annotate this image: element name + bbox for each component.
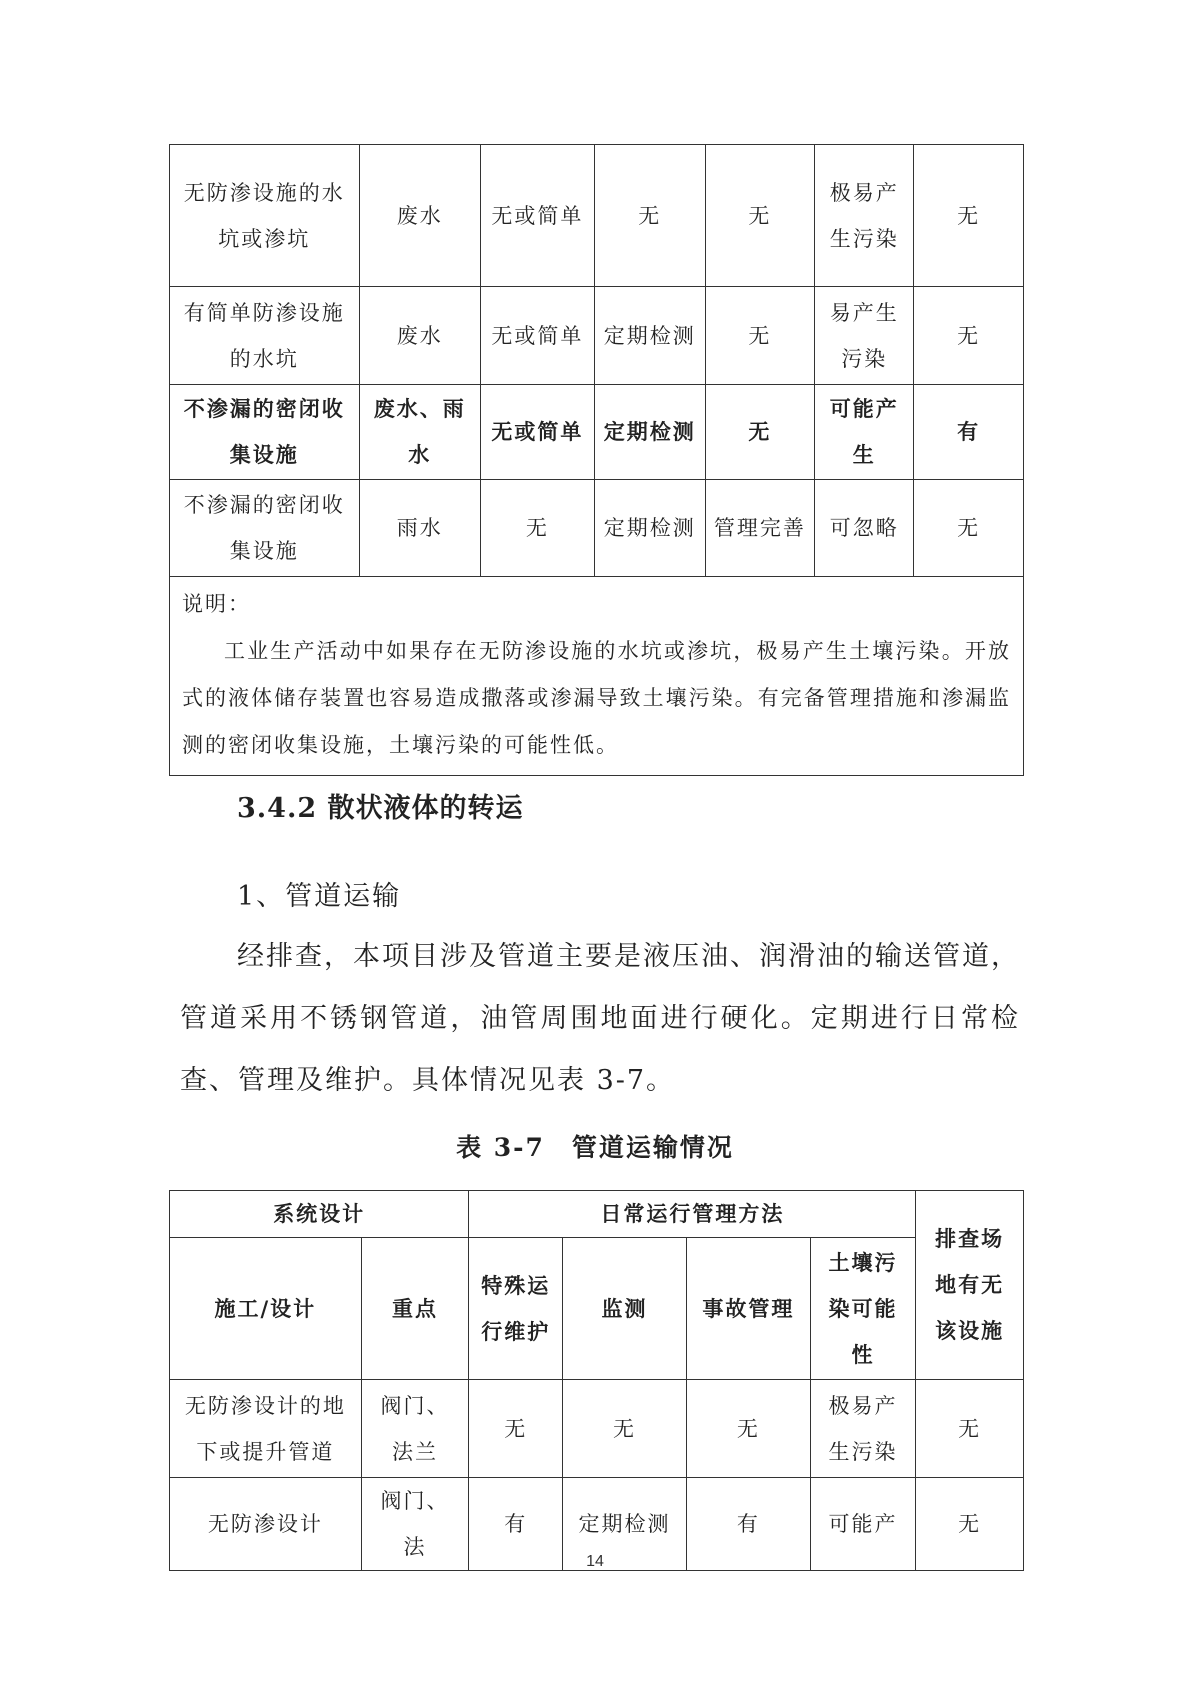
table-cell: 极易产生污染 bbox=[810, 1380, 916, 1478]
column-header: 监测 bbox=[563, 1238, 687, 1380]
table-cell: 无或简单 bbox=[480, 145, 594, 287]
table-cell: 无 bbox=[705, 385, 815, 480]
table-header-row bbox=[170, 1191, 1024, 1238]
table-cell: 无 bbox=[480, 480, 594, 577]
table-cell: 定期检测 bbox=[594, 385, 705, 480]
paragraph: 经排查，本项目涉及管道主要是液压油、润滑油的输送管道，管道采用不锈钢管道，油管周围地面进行硬化。定期进行日常检查、管理及维护。具体情况见表 3-7。 bbox=[180, 941, 1020, 1096]
column-header: 土壤污染可能性 bbox=[810, 1238, 916, 1380]
table-cell: 极易产生污染 bbox=[815, 145, 914, 287]
table-note bbox=[170, 577, 1024, 776]
table-cell: 定期检测 bbox=[563, 1478, 687, 1571]
table-cell: 废水 bbox=[359, 287, 480, 385]
table-cell: 不渗漏的密闭收集设施 bbox=[170, 385, 360, 480]
table-cell: 无 bbox=[705, 145, 815, 287]
table-cell: 定期检测 bbox=[594, 480, 705, 577]
table-cell: 有 bbox=[469, 1478, 563, 1571]
table-cell: 废水 bbox=[359, 145, 480, 287]
note-label: 说明： bbox=[182, 592, 251, 616]
table-cell: 可能产生 bbox=[815, 385, 914, 480]
table-cell: 无 bbox=[563, 1380, 687, 1478]
table-cell: 可忽略 bbox=[815, 480, 914, 577]
table-cell: 无防渗设施的水坑或渗坑 bbox=[170, 145, 360, 287]
table-cell: 不渗漏的密闭收集设施 bbox=[170, 480, 360, 577]
table-cell: 易产生污染 bbox=[815, 287, 914, 385]
pipeline-transport-table bbox=[169, 1190, 1024, 1571]
header-facility-present: 排查场地有无该设施 bbox=[916, 1191, 1024, 1380]
table-row bbox=[170, 480, 1024, 577]
table-note-row bbox=[170, 577, 1024, 776]
table-cell: 阀门、法 bbox=[361, 1478, 469, 1571]
table-cell: 无或简单 bbox=[480, 287, 594, 385]
table-cell: 废水、雨水 bbox=[359, 385, 480, 480]
table-cell: 管理完善 bbox=[705, 480, 815, 577]
table-cell: 无防渗设计的地下或提升管道 bbox=[170, 1380, 362, 1478]
table-cell: 无 bbox=[914, 145, 1024, 287]
table-row bbox=[170, 145, 1024, 287]
table-cell: 无 bbox=[705, 287, 815, 385]
table-caption: 表 3-7 管道运输情况 bbox=[456, 1133, 734, 1162]
table-cell: 无 bbox=[914, 480, 1024, 577]
table-cell: 无 bbox=[914, 287, 1024, 385]
paragraph: 1、管道运输 bbox=[237, 881, 402, 912]
table-row bbox=[170, 1380, 1024, 1478]
table-cell: 无 bbox=[469, 1380, 563, 1478]
table-row bbox=[170, 287, 1024, 385]
table-cell: 可能产 bbox=[810, 1478, 916, 1571]
table-cell: 有 bbox=[914, 385, 1024, 480]
table-cell: 有 bbox=[686, 1478, 810, 1571]
note-text: 工业生产活动中如果存在无防渗设施的水坑或渗坑，极易产生土壤污染。开放式的液体储存装置也容易造成撒落或渗漏导致土壤污染。有完备管理措施和渗漏监测的密闭收集设施，土壤污染的可能性低。 bbox=[182, 639, 1011, 757]
header-group-management: 日常运行管理方法 bbox=[469, 1191, 916, 1238]
table-header-row bbox=[170, 1238, 1024, 1380]
column-header: 施工/设计 bbox=[170, 1238, 362, 1380]
header-group-design: 系统设计 bbox=[170, 1191, 469, 1238]
page-number: 14 bbox=[586, 1553, 604, 1570]
column-header: 事故管理 bbox=[686, 1238, 810, 1380]
table-cell: 有简单防渗设施的水坑 bbox=[170, 287, 360, 385]
table-cell: 阀门、法兰 bbox=[361, 1380, 469, 1478]
table-cell: 无或简单 bbox=[480, 385, 594, 480]
table-cell: 定期检测 bbox=[594, 287, 705, 385]
table-row-highlighted bbox=[170, 385, 1024, 480]
section-heading: 3.4.2 散状液体的转运 bbox=[237, 793, 524, 824]
table-cell: 无 bbox=[916, 1478, 1024, 1571]
pollution-table-continued bbox=[169, 144, 1024, 776]
column-header: 重点 bbox=[361, 1238, 469, 1380]
table-cell: 无防渗设计 bbox=[170, 1478, 362, 1571]
table-cell: 无 bbox=[686, 1380, 810, 1478]
column-header: 特殊运行维护 bbox=[469, 1238, 563, 1380]
table-cell: 无 bbox=[916, 1380, 1024, 1478]
table-cell: 无 bbox=[594, 145, 705, 287]
table-cell: 雨水 bbox=[359, 480, 480, 577]
